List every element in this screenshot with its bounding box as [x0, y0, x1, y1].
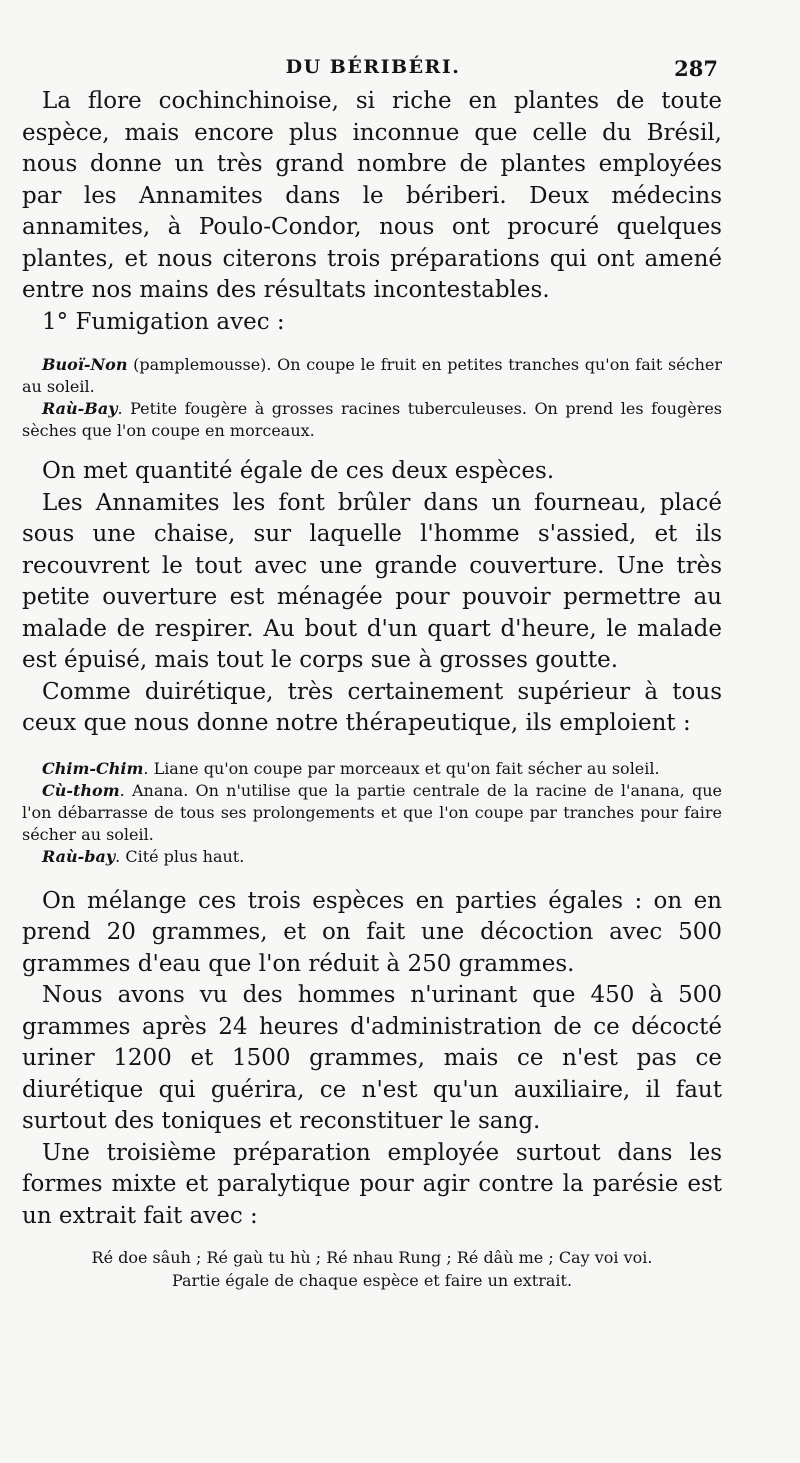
- paragraph: Nous avons vu des hommes n'urinant que 450 à 500 grammes après 24 heures d'administration de ce décocté uriner 1200 et 1500 grammes, mais ce n'est pas ce diurétique qui guérira, ce n'est qu'un auxiliaire, il faut surtout des toniques et reconstituer le sang.: [22, 982, 722, 1134]
- paragraph: Une troisième préparation employée surtout dans les formes mixte et paralytique pour agir contre la parésie est un extrait fait avec :: [22, 1139, 722, 1229]
- recipe-ingredients: Ré doe sâuh ; Ré gaù tu hù ; Ré nhau Rung ; Ré dâù me ; Cay voi voi.: [91, 1248, 653, 1267]
- plant-note: [22, 846, 722, 868]
- paragraph: On mélange ces trois espèces en parties égales : on en prend 20 grammes, et on fait une décoction avec 500 grammes d'eau que l'on réduit à 250 grammes.: [22, 887, 722, 977]
- page-number: 287: [674, 56, 718, 81]
- plant-name: Raù-bay: [42, 846, 116, 866]
- plant-description: . Petite fougère à grosses racines tuberculeuses. On prend les fougères sèches que l'on coupe en morceaux.: [22, 399, 722, 440]
- plant-description: . Cité plus haut.: [115, 846, 245, 866]
- plant-description: . Liane qu'on coupe par morceaux et qu'on fait sécher au soleil.: [143, 758, 660, 778]
- plant-description: (pamplemousse). On coupe le fruit en petites tranches qu'on fait sécher au soleil.: [22, 355, 722, 396]
- section-heading: 1° Fumigation avec :: [42, 308, 285, 335]
- plant-note: [22, 780, 722, 846]
- paragraph: Comme duirétique, très certainement supérieur à tous ceux que nous donne notre thérapeutique, ils emploient :: [22, 678, 722, 736]
- paragraph: On met quantité égale de ces deux espèces.: [42, 458, 555, 484]
- paragraph: La flore cochinchinoise, si riche en plantes de toute espèce, mais encore plus inconnue que celle du Brésil, nous donne un très grand nombre de plantes employées par les Annamites dans le bériberi. Deux médecins annamites, à Poulo-Condor, nous ont procuré quelques plantes, et nous citerons trois préparations qui ont amené entre nos mains des résultats incontestables.: [22, 88, 722, 303]
- paragraph: Les Annamites les font brûler dans un fourneau, placé sous une chaise, sur laquelle l'homme s'assied, et ils recouvrent le tout avec une grande couverture. Une très petite ouverture est ménagée pour pouvoir permettre au malade de respirer. Au bout d'un quart d'heure, le malade est épuisé, mais tout le corps sue à grosses goutte.: [22, 489, 722, 673]
- page-body: [22, 86, 722, 1292]
- plant-notes-list: [22, 354, 722, 442]
- plant-notes-list: [22, 758, 722, 868]
- page-header: [28, 56, 718, 86]
- plant-note: [22, 758, 722, 780]
- running-title: DU BÉRIBÉRI.: [285, 56, 461, 78]
- plant-description: . Anana. On n'utilise que la partie centrale de la racine de l'anana, que l'on débarrasse de tous ses prolongements et que l'on coupe par tranches pour faire sécher au soleil.: [22, 780, 722, 844]
- recipe-instructions: Partie égale de chaque espèce et faire un extrait.: [171, 1271, 573, 1290]
- final-recipe: [22, 1246, 722, 1292]
- plant-note: [22, 354, 722, 398]
- plant-note: [22, 398, 722, 442]
- plant-name: Cù-thom: [42, 780, 120, 800]
- plant-name: Raù-Bay: [42, 399, 118, 418]
- plant-name: Chim-Chim: [42, 758, 144, 778]
- plant-name: Buoï-Non: [42, 355, 128, 374]
